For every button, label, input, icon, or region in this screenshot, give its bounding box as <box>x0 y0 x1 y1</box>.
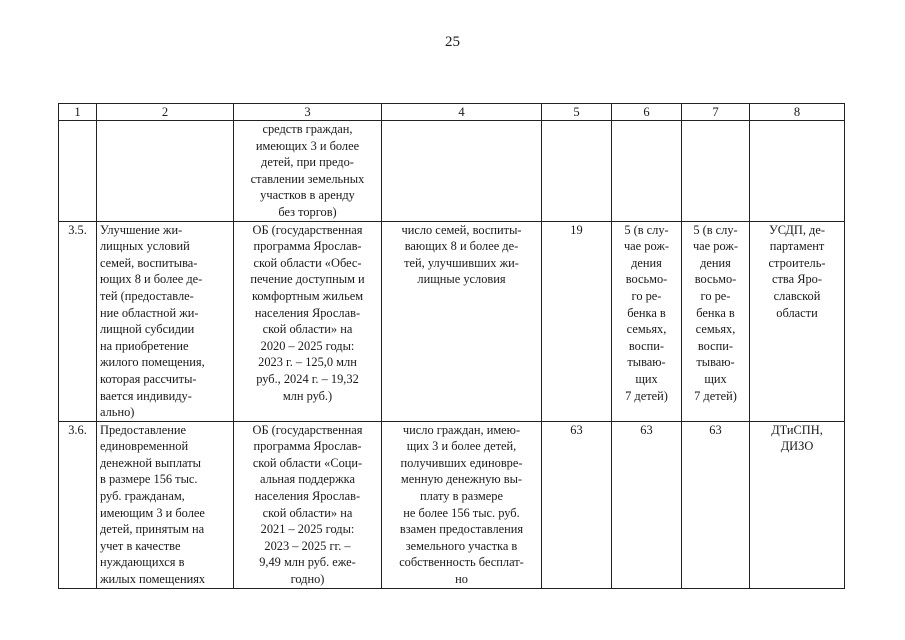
measure-cell <box>97 121 234 222</box>
executor-cell: ДТиСПН, ДИЗО <box>750 421 845 588</box>
column-header: 8 <box>750 104 845 121</box>
column-header: 6 <box>612 104 682 121</box>
value-cell-6: 63 <box>612 421 682 588</box>
value-cell-6: 5 (в слу- чае рож- дения восьмо- го ре- бенка в семьях, воспи- тываю- щих 7 детей) <box>612 221 682 421</box>
value-cell-7: 63 <box>682 421 750 588</box>
value-cell-5 <box>542 121 612 222</box>
funding-cell: ОБ (государственная программа Ярослав- ской области «Соци- альная поддержка населения Ярослав- ской области» на 2021 – 2025 годы: 2023 – 2025 гг. – 9,49 млн руб. еже- годно) <box>234 421 382 588</box>
value-cell-7: 5 (в слу- чае рож- дения восьмо- го ре- бенка в семьях, воспи- тываю- щих 7 детей) <box>682 221 750 421</box>
value-cell-5: 19 <box>542 221 612 421</box>
table-row <box>59 421 845 588</box>
column-header: 7 <box>682 104 750 121</box>
value-cell-5: 63 <box>542 421 612 588</box>
indicator-cell: число граждан, имею- щих 3 и более детей, получивших единовре- менную денежную вы- плату в размере не более 156 тыс. руб. взамен предоставления земельного участка в собственность бесплат- но <box>382 421 542 588</box>
column-header: 5 <box>542 104 612 121</box>
measures-table <box>58 103 845 589</box>
measure-cell: Предоставление единовременной денежной выплаты в размере 156 тыс. руб. гражданам, имеющим 3 и более детей, принятым на учет в качестве нуждающихся в жилых помещениях <box>97 421 234 588</box>
column-header: 2 <box>97 104 234 121</box>
value-cell-7 <box>682 121 750 222</box>
table-row <box>59 121 845 222</box>
funding-cell: средств граждан, имеющих 3 и более детей, при предо- ставлении земельных участков в аренду без торгов) <box>234 121 382 222</box>
row-number: 3.5. <box>59 221 97 421</box>
page-number: 25 <box>445 34 460 50</box>
table-row <box>59 221 845 421</box>
executor-cell: УСДП, де- партамент строитель- ства Яро- славской области <box>750 221 845 421</box>
value-cell-6 <box>612 121 682 222</box>
column-header: 1 <box>59 104 97 121</box>
row-number: 3.6. <box>59 421 97 588</box>
funding-cell: ОБ (государственная программа Ярослав- ской области «Обес- печение доступным и комфортным жильем населения Ярослав- ской области» на 2020 – 2025 годы: 2023 г. – 125,0 млн руб., 2024 г. – 19,32 млн руб.) <box>234 221 382 421</box>
column-header: 3 <box>234 104 382 121</box>
column-header: 4 <box>382 104 542 121</box>
executor-cell <box>750 121 845 222</box>
measure-cell: Улучшение жи- лищных условий семей, воспитыва- ющих 8 и более де- тей (предоставле- ние областной жи- лищной субсидии на приобретение жилого помещения, которая рассчиты- вается индивиду- ально) <box>97 221 234 421</box>
row-number <box>59 121 97 222</box>
table-header-row <box>59 104 845 121</box>
indicator-cell <box>382 121 542 222</box>
indicator-cell: число семей, воспиты- вающих 8 и более де- тей, улучшивших жи- лищные условия <box>382 221 542 421</box>
